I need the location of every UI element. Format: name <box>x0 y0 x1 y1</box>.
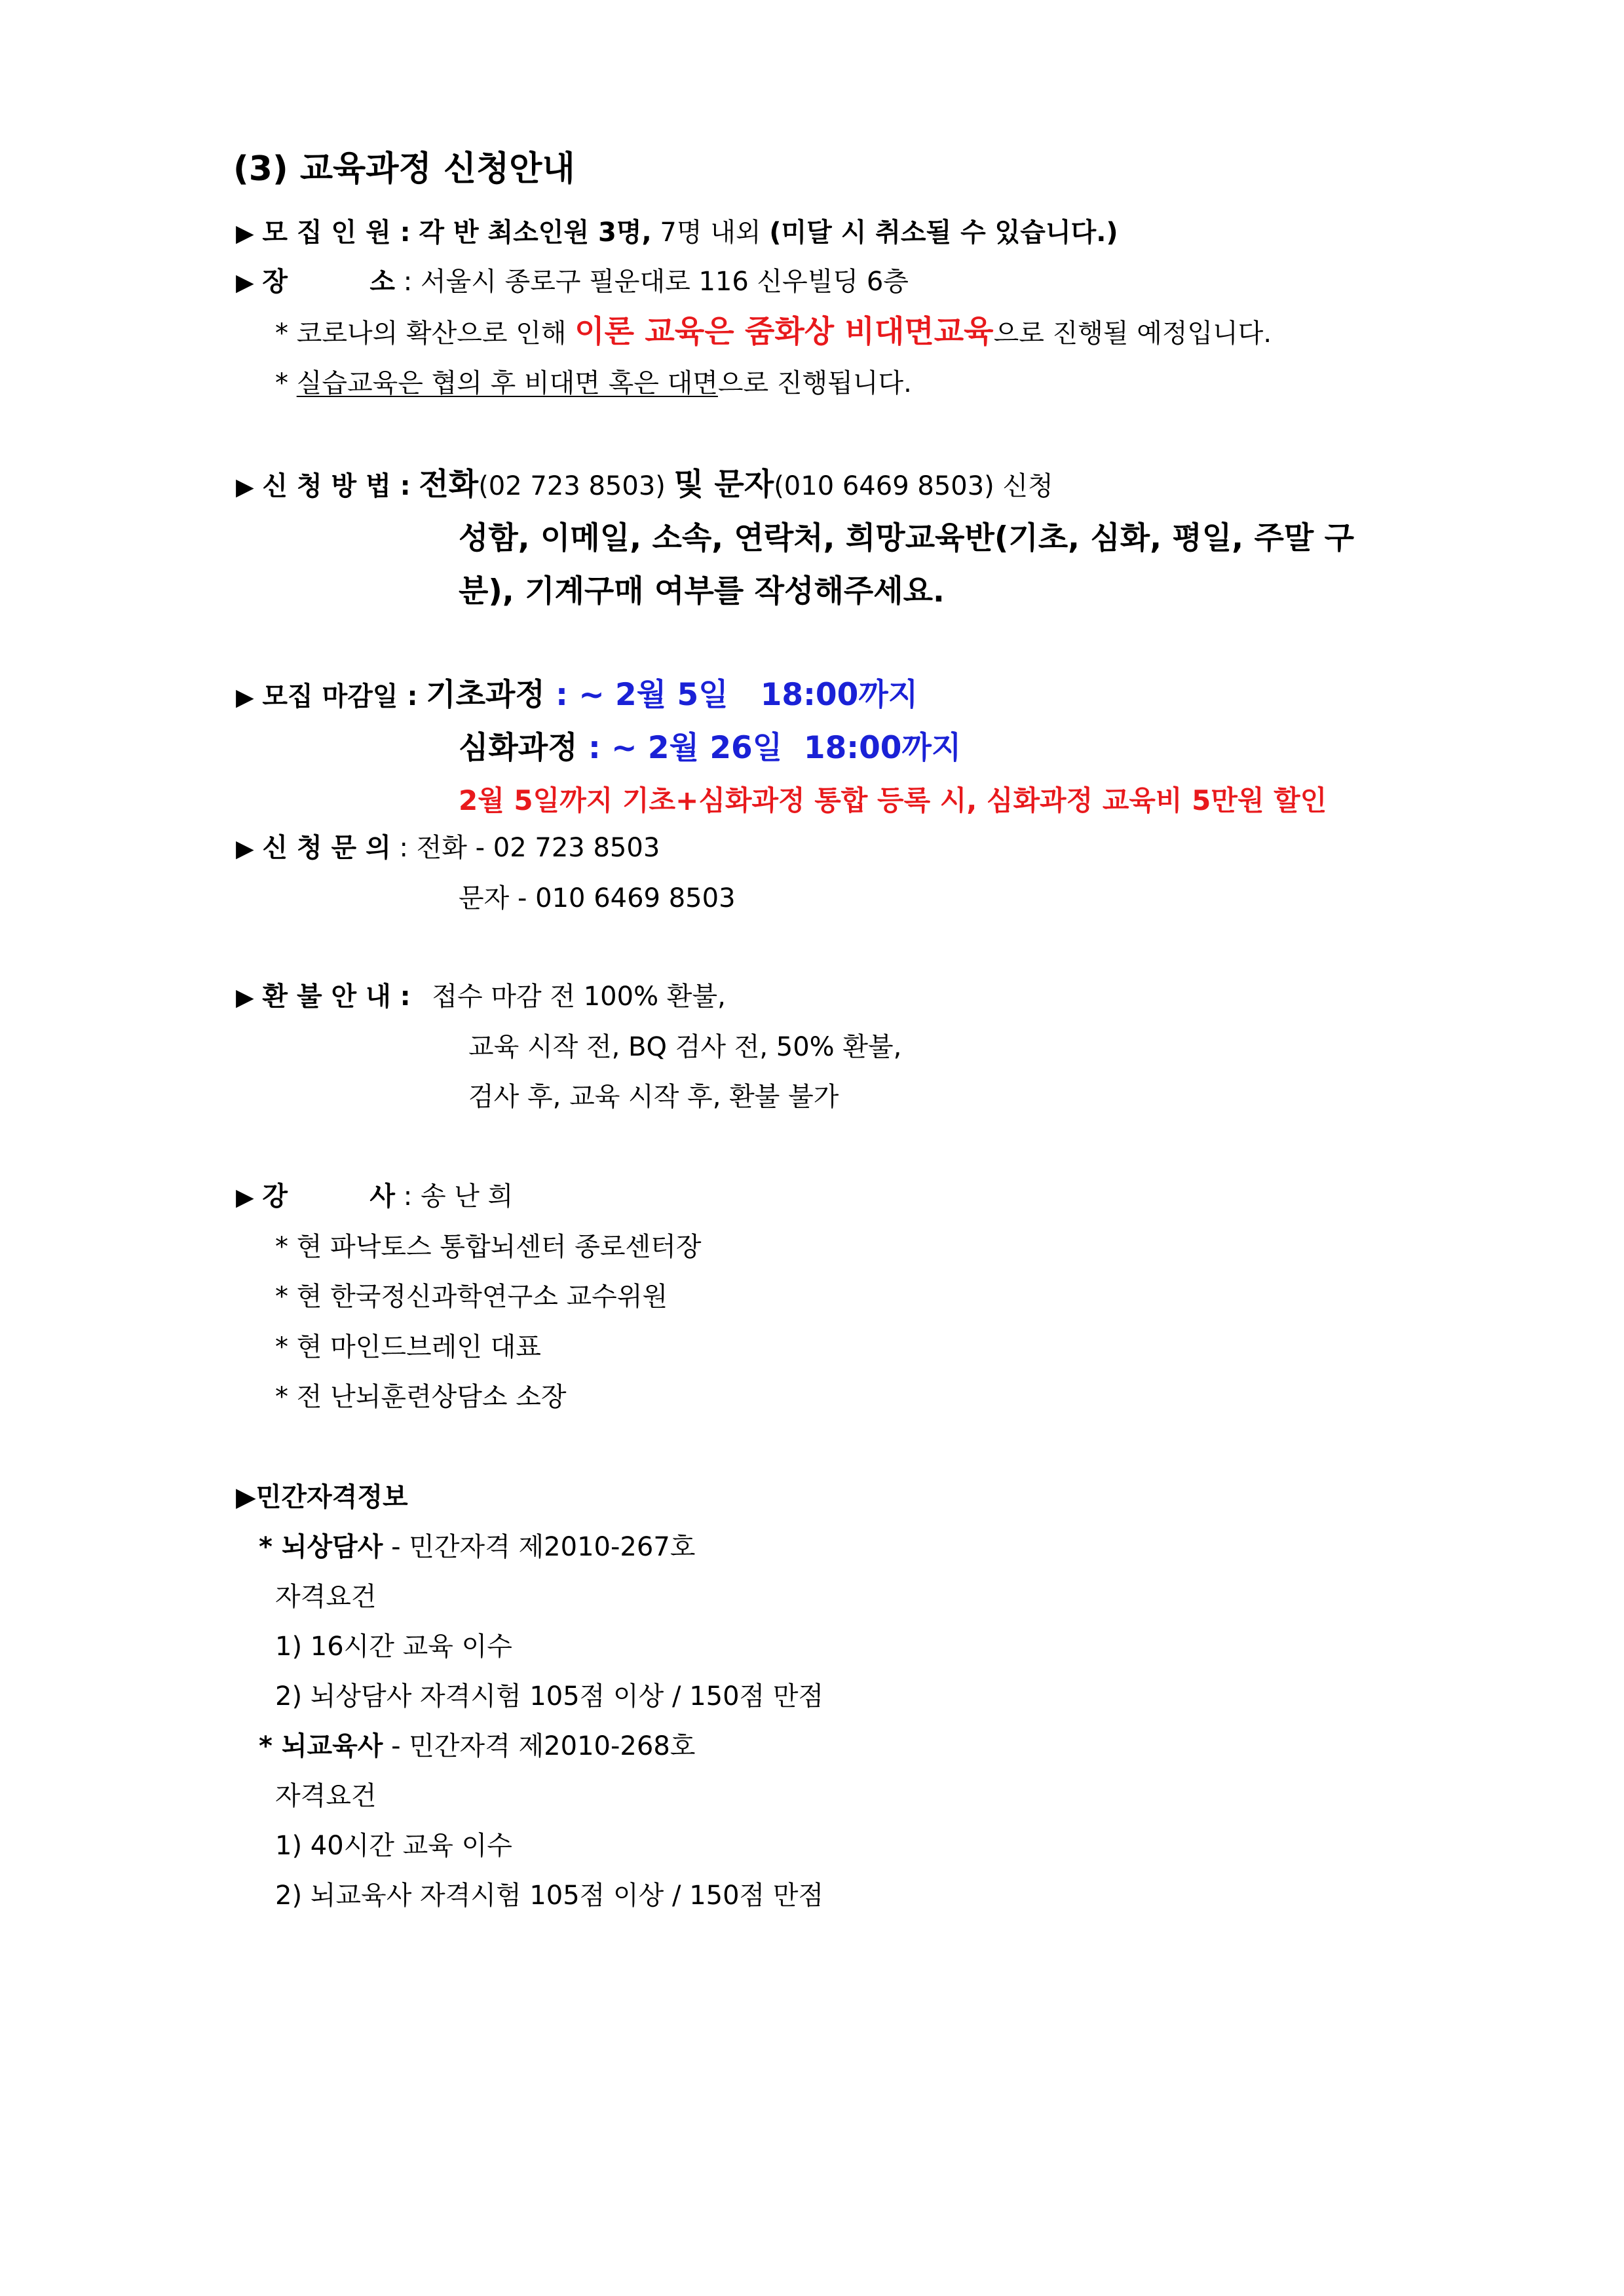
recruit-row <box>236 216 1118 251</box>
cert-title-row <box>259 1530 695 1564</box>
triangle-bullet-icon: ▶ <box>236 984 254 1011</box>
inquiry-sms: 문자 - 010 6469 8503 <box>459 883 736 913</box>
cert-req-item: 2) 뇌교육사 자격시험 105점 이상 / 150점 만점 <box>275 1881 824 1911</box>
instructor-label: 강 사 <box>262 1181 396 1212</box>
inquiry-colon: : <box>390 833 417 863</box>
triangle-bullet-icon: ▶ <box>236 474 254 501</box>
apply-sms-number: (010 6469 8503) 신청 <box>774 471 1053 501</box>
place-colon: : <box>395 267 421 297</box>
career-item: * 현 한국정신과학연구소 교수위원 <box>275 1282 668 1312</box>
cert-name: * 뇌상담사 <box>259 1532 383 1562</box>
instructor-colon: : <box>395 1181 421 1212</box>
apply-label: 신 청 방 법 : <box>262 471 411 501</box>
career-item: * 전 난뇌훈련상담소 소장 <box>275 1382 567 1412</box>
note-prefix: * <box>275 368 297 398</box>
cert-registration: - 민간자격 제2010-267호 <box>383 1532 696 1562</box>
cert-registration: - 민간자격 제2010-268호 <box>383 1731 696 1761</box>
recruit-label: 모 집 인 원 : <box>262 218 411 248</box>
certification-heading: ▶민간자격정보 <box>236 1482 408 1512</box>
recruit-range: 7명 내외 <box>651 218 770 248</box>
apply-phone-label: 전화 <box>419 467 479 503</box>
place-label: 장 소 <box>262 267 396 297</box>
place-note-practice <box>275 366 912 400</box>
refund-line3: 검사 후, 교육 시작 후, 환불 불가 <box>468 1082 839 1112</box>
cert-req-item: 2) 뇌상담사 자격시험 105점 이상 / 150점 만점 <box>275 1681 824 1712</box>
place-address: 서울시 종로구 필운대로 116 신우빌딩 6층 <box>420 267 909 297</box>
inquiry-row <box>236 831 660 866</box>
career-item: * 현 파낙토스 통합뇌센터 종로센터장 <box>275 1232 702 1262</box>
note-prefix: * 코로나의 확산으로 인해 <box>275 318 575 349</box>
recruit-cancel-note: (미달 시 취소될 수 있습니다.) <box>769 218 1118 248</box>
cert-req-label: 자격요건 <box>275 1582 377 1612</box>
refund-row <box>236 980 726 1015</box>
deadline-label: 모집 마감일 : <box>262 681 418 712</box>
instructor-name: 송 난 희 <box>420 1181 514 1212</box>
advanced-course-deadline: : ~ 2월 26일 18:00까지 <box>577 730 962 766</box>
cert-req-item: 1) 16시간 교육 이수 <box>275 1632 512 1662</box>
cert-req-item: 1) 40시간 교육 이수 <box>275 1831 512 1861</box>
apply-row <box>236 468 1053 505</box>
place-row <box>236 265 909 300</box>
deadline-row-advanced <box>459 731 961 767</box>
refund-line2: 교육 시작 전, BQ 검사 전, 50% 환불, <box>468 1032 902 1062</box>
inquiry-phone: 전화 - 02 723 8503 <box>416 833 660 863</box>
triangle-bullet-icon: ▶ <box>236 1184 254 1211</box>
deadline-row-basic <box>236 678 918 715</box>
apply-phone-number: (02 723 8503) <box>478 471 674 501</box>
apply-instructions-line1: 성함, 이메일, 소속, 연락처, 희망교육반(기초, 심화, 평일, 주말 구 <box>459 520 1355 556</box>
place-note-online <box>275 315 1272 351</box>
instructor-row <box>236 1179 513 1215</box>
advanced-course-name: 심화과정 <box>459 730 578 766</box>
section-title: (3) 교육과정 신청안내 <box>233 149 575 189</box>
cert-title-row <box>259 1729 695 1763</box>
triangle-bullet-icon: ▶ <box>236 835 254 862</box>
recruit-minimum: 각 반 최소인원 3명, <box>419 218 652 248</box>
note-suffix: 으로 진행됩니다. <box>717 368 912 398</box>
cert-name: * 뇌교육사 <box>259 1731 383 1761</box>
note-online-highlight: 이론 교육은 줌화상 비대면교육 <box>575 314 994 350</box>
triangle-bullet-icon: ▶ <box>236 269 254 296</box>
basic-course-deadline: : ~ 2월 5일 18:00까지 <box>544 677 918 713</box>
refund-line1: 접수 마감 전 100% 환불, <box>432 982 726 1012</box>
note-suffix: 으로 진행될 예정입니다. <box>993 318 1272 349</box>
apply-sms-label: 및 문자 <box>673 467 774 503</box>
note-practice-underlined: 실습교육은 협의 후 비대면 혹은 대면 <box>296 368 718 398</box>
basic-course-name: 기초과정 <box>426 677 545 713</box>
career-item: * 현 마인드브레인 대표 <box>275 1332 541 1362</box>
triangle-bullet-icon: ▶ <box>236 684 254 711</box>
refund-label: 환 불 안 내 : <box>262 982 411 1012</box>
triangle-bullet-icon: ▶ <box>236 220 254 247</box>
discount-notice: 2월 5일까지 기초+심화과정 통합 등록 시, 심화과정 교육비 5만원 할인 <box>459 784 1327 816</box>
cert-req-label: 자격요건 <box>275 1781 377 1811</box>
inquiry-label: 신 청 문 의 <box>262 833 391 863</box>
apply-instructions-line2: 분), 기계구매 여부를 작성해주세요. <box>459 573 945 609</box>
